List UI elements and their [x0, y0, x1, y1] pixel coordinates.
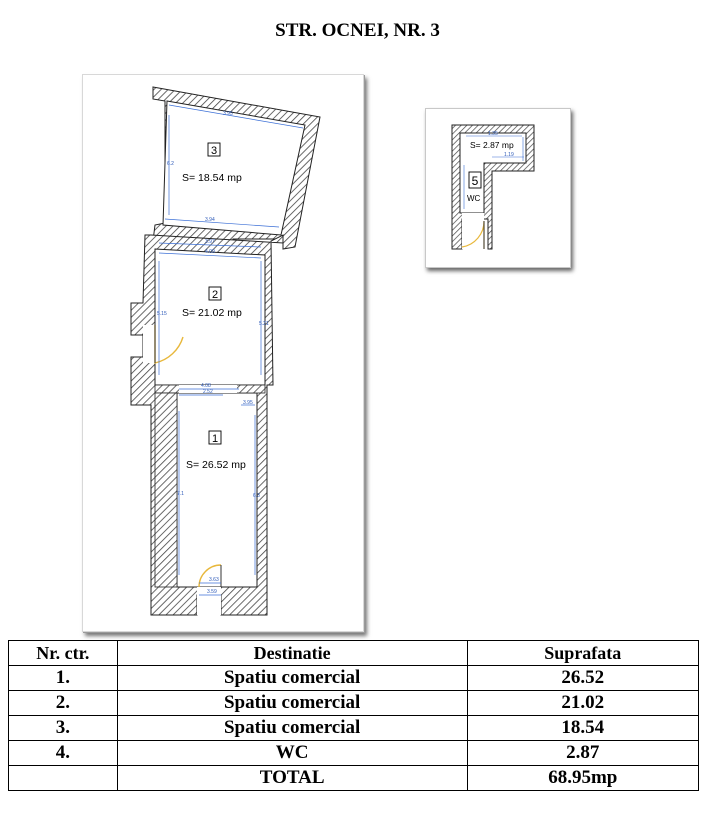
wc-label: WC	[467, 194, 481, 203]
table-row	[9, 716, 699, 741]
room3-number: 3	[210, 145, 218, 157]
cell-total-label: TOTAL	[117, 766, 467, 791]
wc-area: S= 2.87 mp	[470, 140, 514, 150]
dim-label: 3.95	[243, 400, 253, 406]
dim-label: 3.94	[205, 217, 215, 223]
table-row	[9, 666, 699, 691]
cell-nr: 4.	[9, 741, 118, 766]
dim-label: 6.2	[167, 161, 174, 167]
dim-label: 2.52	[203, 389, 213, 395]
wc-number: 5	[471, 174, 479, 188]
floor-plan-wc	[425, 108, 571, 268]
table-row	[9, 741, 699, 766]
room2-number: 2	[211, 289, 219, 301]
door-opening-side	[143, 325, 155, 363]
dim-label: 3.95	[223, 111, 233, 117]
cell-destinatie: Spatiu comercial	[117, 716, 467, 741]
cell-total-nr	[9, 766, 118, 791]
area-table	[8, 640, 699, 791]
floor-plan-main	[82, 74, 364, 632]
room1-area: S= 26.52 mp	[186, 459, 246, 471]
cell-nr: 3.	[9, 716, 118, 741]
header-destinatie: Destinatie	[117, 641, 467, 666]
cell-suprafata: 18.54	[467, 716, 698, 741]
room3-area: S= 18.54 mp	[182, 172, 242, 184]
wc-dim-top: 1.35	[488, 131, 498, 137]
dim-label: 5.21	[259, 321, 269, 327]
dim-label: 4.08	[201, 383, 211, 389]
room2-area: S= 21.02 mp	[182, 307, 242, 319]
dim-label: 3.63	[209, 577, 219, 583]
cell-suprafata: 21.02	[467, 691, 698, 716]
table-total-row	[9, 766, 699, 791]
wall-left-room1	[155, 393, 177, 587]
room1-floor	[177, 393, 257, 587]
dim-label: 5.15	[157, 311, 167, 317]
page-title: STR. OCNEI, NR. 3	[275, 20, 440, 41]
cell-suprafata: 26.52	[467, 666, 698, 691]
wc-door-opening	[462, 213, 484, 249]
wc-dim-mid: 1.19	[504, 152, 514, 158]
cell-destinatie: Spatiu comercial	[117, 691, 467, 716]
dim-label: 3.97	[205, 239, 215, 245]
cell-nr: 2.	[9, 691, 118, 716]
room1-number: 1	[211, 433, 219, 445]
dim-label: 7.1	[177, 491, 184, 497]
dim-label: 4.09	[205, 249, 215, 255]
table-row	[9, 691, 699, 716]
cell-suprafata: 2.87	[467, 741, 698, 766]
dim-label: 6.3	[253, 493, 260, 499]
cell-destinatie: Spatiu comercial	[117, 666, 467, 691]
dim-label: 3.59	[207, 589, 217, 595]
cell-destinatie: WC	[117, 741, 467, 766]
wc-plan-drawing	[426, 109, 570, 267]
header-suprafata: Suprafata	[467, 641, 698, 666]
cell-total-value: 68.95mp	[467, 766, 698, 791]
header-nr: Nr. ctr.	[9, 641, 118, 666]
cell-nr: 1.	[9, 666, 118, 691]
table-header-row	[9, 641, 699, 666]
room3-floor	[163, 101, 305, 235]
floor-plan-drawing	[83, 75, 363, 631]
